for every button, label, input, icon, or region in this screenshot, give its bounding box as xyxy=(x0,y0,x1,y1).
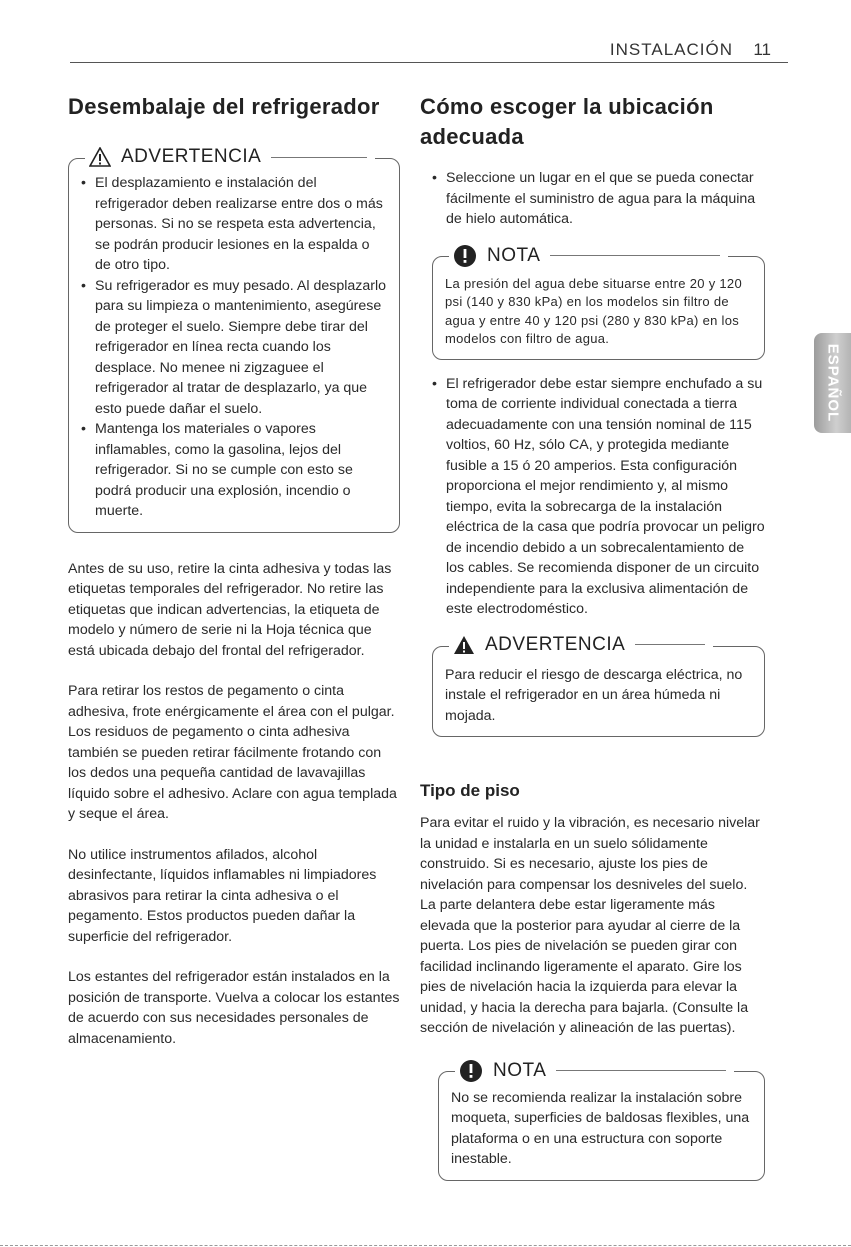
header-divider xyxy=(70,62,788,63)
note-box xyxy=(432,244,765,360)
warning-triangle-icon xyxy=(453,635,475,655)
warning-box xyxy=(432,633,765,738)
warning-list xyxy=(81,173,387,522)
warning-item: • El desplazamiento e instalación del refrigerador deben realizarse entre dos o más personas. Si no se respeta esta advertencia, se podrán producir lesiones en la espalda o de otro tipo. xyxy=(81,173,387,276)
warning-label: ADVERTENCIA xyxy=(121,146,262,167)
note-text: La presión del agua debe situarse entre 20 y 120 psi (140 y 830 kPa) en los modelos sin filtro de agua y entre 40 y 120 psi (280 y 830 kPa) en los modelos con filtro de agua. xyxy=(445,275,742,346)
warning-item: • Su refrigerador es muy pesado. Al desplazarlo para su limpieza o mantenimiento, asegúrese de proteger el suelo. Siempre debe tirar del refrigerador en línea recta cuando los desplace. No menee ni zigzaguee el refrigerador al tratar de desplazarlo, ya que esto puede dañar el suelo. xyxy=(81,276,387,420)
paragraph: Para evitar el ruido y la vibración, es necesario nivelar la unidad e instalarla en un suelo sólidamente construido. Si es necesario, ajuste los pies de nivelación para compensar los desniveles del suelo. La parte delantera debe estar ligeramente más elevada que la posterior para ayudar al cierre de la puerta. Los pies de nivelación se pueden girar con facilidad inclinando ligeramente el aparato. Gire los pies de nivelación hacia la izquierda para elevar la unidad, y hacia la derecha para bajarla. (Consulte la sección de nivelación y alineación de las puertas). xyxy=(420,815,760,1036)
location-list xyxy=(420,168,765,230)
note-box-title xyxy=(449,244,728,268)
note-box-title xyxy=(455,1059,734,1083)
note-text: No se recomienda realizar la instalación sobre moqueta, superficies de baldosas flexibles, una plataforma o en una estructura con soporte inestable. xyxy=(451,1089,750,1167)
left-column xyxy=(68,92,400,1049)
section-heading-floor: Tipo de piso xyxy=(420,781,520,800)
section-heading-unpacking: Desembalaje del refrigerador xyxy=(68,94,380,119)
language-tab-label: ESPAÑOL xyxy=(824,343,841,423)
note-info-icon xyxy=(453,244,477,268)
warning-box-title xyxy=(85,146,375,168)
section-heading-location: Cómo escoger la ubicación adecuada xyxy=(420,94,714,149)
paragraph: Los estantes del refrigerador están instalados en la posición de transporte. Vuelva a colocar los estantes de acuerdo con sus necesidades personales de almacenamiento. xyxy=(68,969,400,1047)
location-list xyxy=(420,374,765,620)
title-rule xyxy=(635,644,705,645)
warning-box xyxy=(68,146,400,533)
note-box xyxy=(438,1059,765,1181)
warning-item: • Mantenga los materiales o vapores inflamables, como la gasolina, lejos del refrigerador. Si no se cumple con esto se podrá producir una explosión, incendio o muerte. xyxy=(81,419,387,522)
note-label: NOTA xyxy=(487,244,541,266)
note-info-icon xyxy=(459,1059,483,1083)
warning-label: ADVERTENCIA xyxy=(485,633,626,655)
title-rule xyxy=(271,157,367,158)
title-rule xyxy=(550,255,720,256)
paragraph: Para retirar los restos de pegamento o cinta adhesiva, frote enérgicamente el área con el pulgar. Los residuos de pegamento o cinta adhesiva también se pueden retirar fácilmente frotando con los dedos una pequeña cantidad de lavavajillas líquido sobre el adhesivo. Aclare con agua templada y seque el área. xyxy=(68,683,397,822)
title-rule xyxy=(556,1070,726,1071)
location-item: • El refrigerador debe estar siempre enchufado a su toma de corriente individual conectada a tierra adecuadamente con una tensión nominal de 115 voltios, 60 Hz, sólo CA, y protegida mediante fusible a 15 ó 20 amperios. Esta configuración proporciona el mejor rendimiento y, al mismo tiempo, evita la sobrecarga de la instalación eléctrica de la casa que podría provocar un peligro de incendio debido a un sobrecalentamiento de los cables. Se recomienda disponer de un circuito independiente para la exclusiva alimentación de este electrodoméstico. xyxy=(432,374,765,620)
location-item: • Seleccione un lugar en el que se pueda conectar fácilmente el suministro de agua para la máquina de hielo automática. xyxy=(432,168,765,230)
warning-text: Para reducir el riesgo de descarga eléctrica, no instale el refrigerador en un área húmeda ni mojada. xyxy=(445,666,743,724)
warning-box-title xyxy=(449,634,713,656)
right-column xyxy=(420,92,765,1181)
bottom-divider xyxy=(0,1245,851,1246)
language-tab xyxy=(814,333,851,433)
section-title: INSTALACIÓN xyxy=(609,40,733,59)
paragraph: Antes de su uso, retire la cinta adhesiva y todas las etiquetas temporales del refrigerador. No retire las etiquetas que indican advertencias, la etiqueta de modelo y número de serie ni la Hoja técnica que está ubicada debajo del frontal del refrigerador. xyxy=(68,560,392,659)
paragraph: No utilice instrumentos afilados, alcohol desinfectante, líquidos inflamables ni limpiadores abrasivos para retirar la cinta adhesiva o el pegamento. Estos productos pueden dañar la superficie del refrigerador. xyxy=(68,846,377,945)
note-label: NOTA xyxy=(493,1059,547,1081)
warning-triangle-icon xyxy=(89,147,111,167)
page-number: 11 xyxy=(753,40,771,59)
